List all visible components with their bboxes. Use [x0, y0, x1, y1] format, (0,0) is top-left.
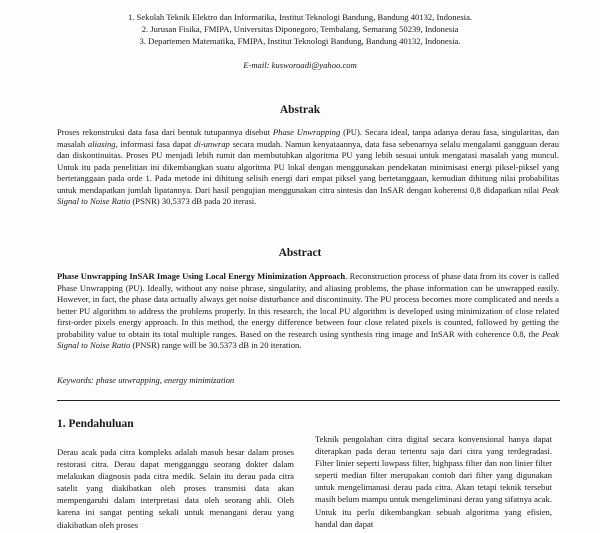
abstrak-text: , informasi fasa dapat	[115, 138, 195, 149]
abstract-text: (PNSR) range will be 30.5373 dB in 20 iteration.	[130, 340, 302, 350]
abstrak-text: (PSNR) 30,5373 dB pada 20 iterasi.	[130, 196, 257, 206]
keywords: Keywords: phase unwrapping, energy minimization	[57, 375, 235, 385]
abstrak-text: secara mudah. Namun kenyataannya, data fasa sebenarnya selalu mengalami gangguan derau dan diskontinuitas. Proses PU menjadi lebih rumit dan membutuhkan algoritma PU yang lebih sesuai untuk mengatasi masalah yang muncul. Untuk itu pada penelitian ini dikembangkan suatu algoritma PU lokal dengan menggunakan pendekatan minimisasi energi piksel-piksel yang bertetanggaan pada orde 1. Pada metode ini dihitung selisih energi dari empat piksel yang bertetanggaan, kemudian dihitung nilai probabilitas untuk mendapatkan jumlah lipatannya. Dari hasil pengujian menggunakan citra sintesis dan InSAR dengan koherensi 0,8 didapatkan nilai	[57, 138, 560, 195]
affiliation-2: 2. Jurusan Fisika, FMIPA, Universitas Diponegoro, Tembalang, Semarang 50239, Indonesia	[141, 24, 459, 35]
abstrak-text: Proses rekonstruksi data fasa dari bentuk tutupannya disebut	[57, 127, 273, 137]
abstract-heading: Abstract	[278, 247, 322, 259]
abstrak-term: aliasing	[87, 138, 116, 149]
abstrak-heading: Abstrak	[279, 104, 321, 116]
abstract-text: . Reconstruction process of phase data from its cover is called Phase Unwrapping (PU). Ideally, without any noise phrase, singularity, and aliasing problems, the phase information can be unwrapped easily. However, in fact, the phase data actually always get noise disturbance and discontinuity. The PU process becomes more complicated and needs a better PU algorithm to address the problems properly. In this research, the local PU algorithm is developed using minimization of close related first-order pixels energy approach. In this method, the energy difference between four close related pixels is counted, followed by getting the probability value to obtain its total multiple ranges. Based on the research using synthesis ring image and InSAR with coherence 0.8, the	[57, 271, 559, 339]
section-title: 1. Pendahuluan	[57, 418, 134, 430]
right-column-text: Teknik pengolahan citra digital secara konvensional hanya dapat diterapkan pada derau tertentu saja dari citra yang terdegradasi. Filter linier seperti lowpass filter, highpass filter dan non linier filter seperti median filter merupakan contoh dari filter yang digunakan untuk mengelimanasi derau pada citra. Akan tetapi teknik tersebut masih belum mampu untuk mengeliminasi derau yang sifatnya acak. Untuk itu perlu dikembangkan sebuah algoritma yang efisien, handal dan dapat	[315, 434, 552, 529]
section-divider	[57, 400, 560, 401]
abstrak-body	[57, 127, 559, 208]
affiliations	[40, 11, 560, 48]
author-email: E-mail: kusworoadi@yahoo.com	[243, 60, 357, 70]
abstract-body	[57, 271, 559, 352]
affiliation-1: 1. Sekolah Teknik Elektro dan Informatika, Institut Teknologi Bandung, Bandung 40132, Indonesia.	[127, 12, 473, 22]
abstract-paper-title: Phase Unwrapping InSAR Image Using Local Energy Minimization Approach	[57, 271, 346, 281]
abstract-term: Peak Signal to Noise Ratio	[57, 328, 559, 350]
left-column-text: Derau acak pada citra kompleks adalah masuh besar dalam proses restorasi citra. Derau dapat mengganggu seorang dokter dalam melakukan diagnosis pada citra medik. Selain itu derau pada citra satelit yang diakibatkan oleh proses transmisi data akan mempengaruhi dalam interpretasi data oleh seorang ahli. Oleh karena ini sangat penting sekali untuk menangani derau yang diakibatkan oleh proses	[57, 447, 294, 530]
abstrak-term: Phase Unwrapping	[272, 127, 341, 137]
affiliation-3: 3. Departemen Matematika, FMIPA, Institut Teknologi Bandung, Bandung 40132, Indonesia.	[139, 36, 461, 47]
abstrak-term: Peak Signal to Noise Ratio	[57, 184, 559, 206]
abstrak-text: (PU). Secara ideal, tanpa adanya derau fasa, singularitas, dan masalah	[57, 127, 559, 149]
abstrak-term: di-unwrap	[194, 138, 230, 149]
